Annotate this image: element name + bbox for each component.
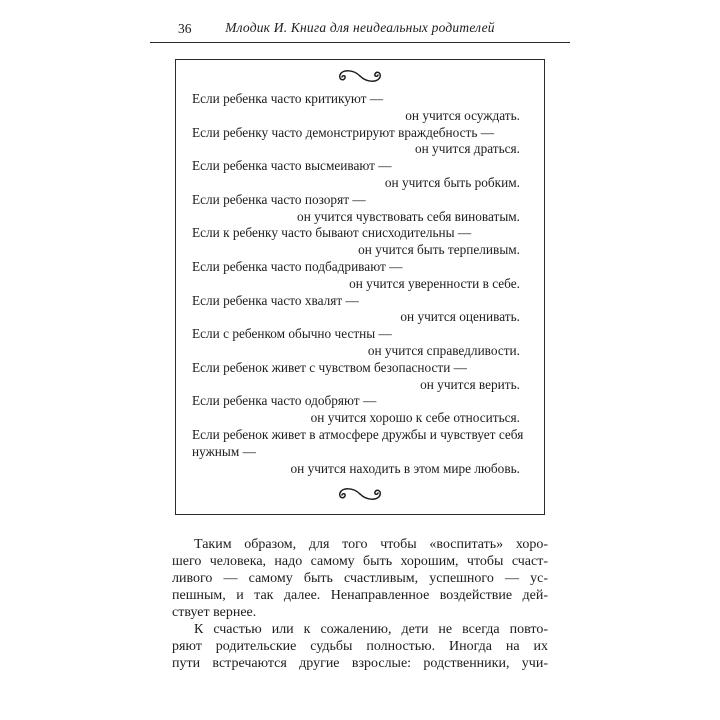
quote-result: он учится быть терпеливым. [358,242,520,258]
quote-line [192,259,528,293]
quote-line [192,326,528,360]
quote-result: он учится хорошо к себе относиться. [310,410,520,426]
quote-result: он учится оценивать. [400,309,520,325]
quote-result: он учится драться. [414,141,520,157]
quote-condition: Если ребенок живет с чувством безопасности — [192,359,467,375]
running-title: Млодик И. Книга для неидеальных родителей [225,20,495,35]
paragraph [172,621,548,672]
text-line: ряют родительские судьбы полностью. Иногда на их [172,639,548,655]
quote-condition: Если к ребенку часто бывают снисходительны — [192,225,472,241]
quote-condition: Если с ребенком обычно честны — [192,326,392,342]
quote-line [192,91,528,125]
quote-result: он учится уверенности в себе. [349,275,520,291]
page-number: 36 [178,21,192,36]
text-line: ствует вернее. [172,605,257,621]
text-line: пути встречаются другие взрослые: родственники, учи- [172,656,548,672]
body-text [172,536,548,672]
text-line: Таким образом, для того чтобы «воспитать» хоро- [194,537,548,553]
quote-condition: Если ребенка часто одобряют — [192,393,377,409]
quote-condition: Если ребенка часто критикуют — [192,91,384,106]
quote-result: он учится верить. [420,376,520,392]
flourish-icon [192,486,528,502]
quote-line [192,393,528,427]
quote-condition: Если ребенка часто высмеивают — [192,158,392,174]
quote-condition: Если ребенка часто подбадривают — [192,258,403,274]
text-line: шего человека, надо самому быть хорошим, чтобы счаст- [172,554,548,570]
quote-box [175,59,545,515]
text-line: К счастью или к сожалению, дети не всегда повто- [194,622,548,638]
quote-result: он учится находить в этом мире любовь. [290,460,520,476]
quote-line [192,293,528,327]
text-line: пешным, и так далее. Ненаправленное воздействие дей- [172,588,548,604]
quote-line [192,158,528,192]
quote-line [192,125,528,159]
paragraph [172,536,548,621]
flourish-icon [192,68,528,84]
quote-line [192,225,528,259]
quote-condition: Если ребенку часто демонстрируют враждебность — [192,124,495,140]
quote-condition: Если ребенка часто позорят — [192,191,366,207]
page-header [150,20,570,43]
quote-result: он учится справедливости. [367,342,520,358]
quote-line [192,427,528,477]
quote-condition: Если ребенка часто хвалят — [192,292,359,308]
text-line: ливого — самому быть счастливым, успешного — ус- [172,571,548,587]
quote-result: он учится осуждать. [405,107,520,123]
quote-result: он учится быть робким. [384,174,520,190]
quote-result: он учится чувствовать себя виноватым. [297,208,520,224]
quote-condition: Если ребенок живет в атмосфере дружбы и чувствует себя нужным — [192,426,524,459]
quote-line [192,360,528,394]
quote-line [192,192,528,226]
